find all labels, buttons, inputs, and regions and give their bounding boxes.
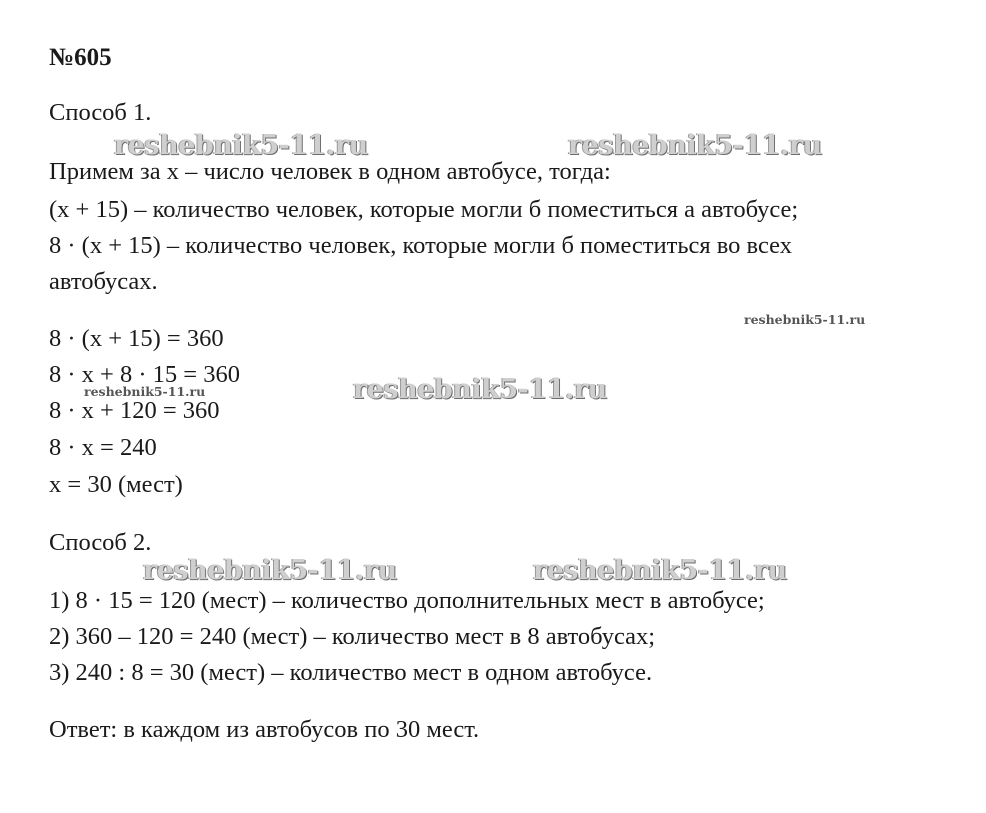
equation-line: 8 · х = 240 <box>49 434 157 461</box>
method2-step: 2) 360 – 120 = 240 (мест) – количество мест в 8 автобусах; <box>49 623 656 650</box>
method2-heading: Способ 2. <box>49 529 152 556</box>
method2-step: 1) 8 · 15 = 120 (мест) – количество дополнительных мест в автобусе; <box>49 587 765 614</box>
equation-line: х = 30 (мест) <box>49 471 183 498</box>
watermark: reshebnik5-11.ru <box>533 555 787 586</box>
watermark: reshebnik5-11.ru <box>114 130 368 161</box>
method2-step: 3) 240 : 8 = 30 (мест) – количество мест в одном автобусе. <box>49 659 653 686</box>
method1-intro-line: автобусах. <box>49 268 158 295</box>
watermark: reshebnik5-11.ru <box>84 384 206 399</box>
method1-intro-line: 8 · (х + 15) – количество человек, которые могли б поместиться во всех <box>49 232 792 259</box>
problem-title: №605 <box>49 44 112 71</box>
method1-heading: Способ 1. <box>49 99 152 126</box>
equation-line: 8 · х + 120 = 360 <box>49 397 220 424</box>
equation-line: 8 · (х + 15) = 360 <box>49 325 224 352</box>
method1-intro-line: Примем за х – число человек в одном автобусе, тогда: <box>49 158 611 185</box>
watermark: reshebnik5-11.ru <box>143 555 397 586</box>
method1-intro-line: (х + 15) – количество человек, которые могли б поместиться а автобусе; <box>49 196 799 223</box>
equation-line: 8 · х + 8 · 15 = 360 <box>49 361 240 388</box>
watermark: reshebnik5-11.ru <box>568 130 822 161</box>
watermark: reshebnik5-11.ru <box>744 312 866 327</box>
answer-line: Ответ: в каждом из автобусов по 30 мест. <box>49 716 480 743</box>
watermark: reshebnik5-11.ru <box>353 374 607 405</box>
